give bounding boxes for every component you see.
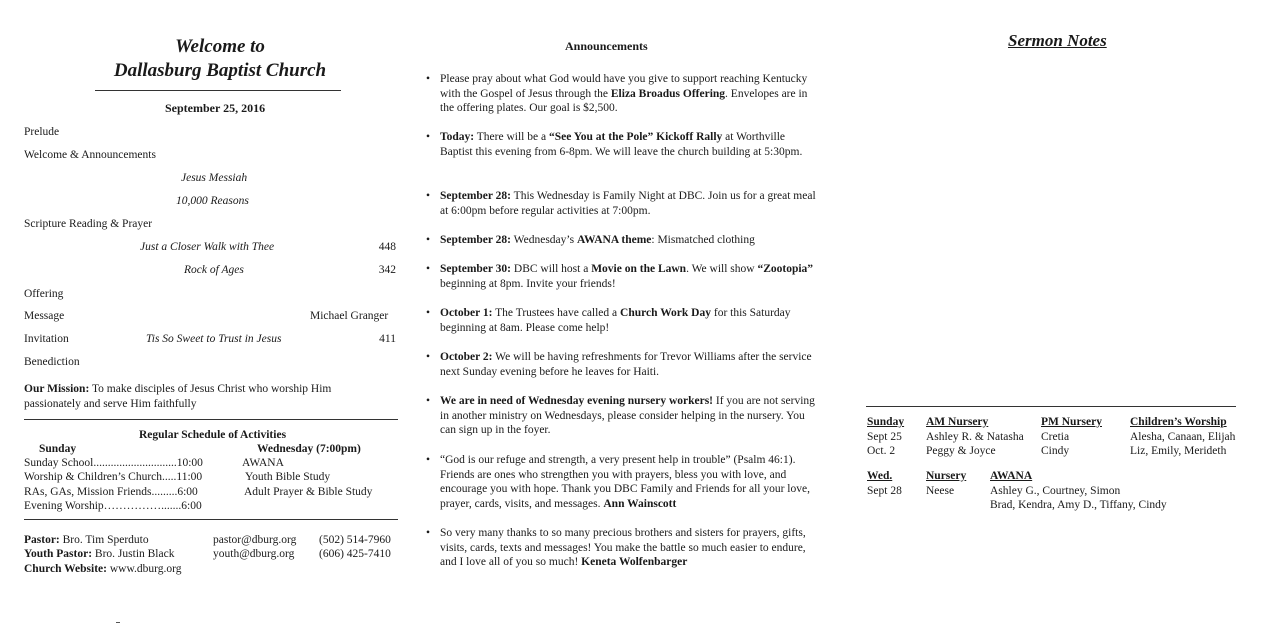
service-date: September 25, 2016 (165, 101, 266, 115)
volunteer-wed-heading: Wed. (867, 470, 893, 482)
schedule-sunday-school: Sunday School.............................10:00 (24, 457, 203, 469)
youth-pastor-label: Youth Pastor: (24, 548, 93, 560)
announcement-bold-text: Church Work Day (620, 307, 711, 319)
announcement-text: There will be a (474, 131, 549, 143)
song-closer-walk: Just a Closer Walk with Thee (140, 241, 275, 253)
volunteer-sunday-heading: Sunday (867, 416, 905, 428)
announcement-text: So very many thanks to so many precious brothers and sisters for prayers, gifts, visits, cards, texts and messages! You make the battle so much easier to endure, and I love all of you so much! (440, 527, 806, 569)
bullet-icon: • (426, 351, 431, 363)
announcement-text: DBC will host a (511, 263, 592, 275)
announcement-text: Wednesday’s (511, 234, 577, 246)
announcement-bold-text: “See You at the Pole” Kickoff Rally (548, 131, 723, 143)
mission-text: To make disciples of Jesus Christ who worship Him passionately and serve Him faithfully (24, 383, 332, 410)
welcome-heading-line1: Welcome to (175, 36, 265, 57)
order-message: Message (24, 310, 65, 322)
website-label: Church Website: (24, 563, 107, 575)
announcement-bold-text: Movie on the Lawn (591, 263, 687, 275)
announcement-item (425, 233, 817, 248)
announcement-text: We will be having refreshments for Trevor Williams after the service next Sunday evening before he leaves for Haiti. (440, 351, 812, 378)
mission-label: Our Mission: (24, 383, 90, 395)
bullet-icon: • (426, 527, 431, 539)
bullet-icon: • (426, 131, 431, 143)
announcement-item (425, 189, 817, 218)
message-speaker: Michael Granger (310, 310, 389, 322)
order-benediction: Benediction (24, 356, 80, 368)
youth-pastor-name: Bro. Justin Black (92, 548, 175, 560)
volunteer-date: Sept 25 (867, 431, 902, 443)
announcement-bold-text: Today: (440, 131, 475, 143)
pm-nursery-workers: Cindy (1041, 445, 1070, 457)
announcements-title: Announcements (565, 39, 648, 53)
childrens-worship-heading: Children’s Worship (1130, 416, 1227, 428)
announcement-bold-text: AWANA theme (576, 234, 652, 246)
announcement-bold-text: Eliza Broadus Offering (610, 87, 726, 100)
pastor-label: Pastor: (24, 534, 60, 546)
announcement-bold-text: October 1: (440, 307, 493, 319)
childrens-worship-workers: Alesha, Canaan, Elijah (1130, 431, 1236, 443)
pm-nursery-workers: Cretia (1041, 431, 1070, 443)
order-invitation: Invitation (24, 333, 69, 345)
announcement-bold-text: September 28: (440, 190, 512, 202)
schedule-adult-prayer: Adult Prayer & Bible Study (244, 486, 373, 498)
pastor-name: Bro. Tim Sperduto (59, 534, 149, 546)
awana-workers-line1: Ashley G., Courtney, Simon (990, 485, 1121, 497)
order-welcome-announcements: Welcome & Announcements (24, 149, 156, 161)
youth-pastor-line (24, 547, 174, 562)
announcement-text: “God is our refuge and strength, a very present help in trouble” (Psalm 46:1). Friends are ones who strengthen you with prayers, bless you with love, and encourage you with hope. Thank you DBC Family and Friends for all your love, prayer, cards, visits, and messages. (440, 454, 810, 511)
am-nursery-workers: Ashley R. & Natasha (926, 431, 1024, 443)
order-offering: Offering (24, 288, 64, 300)
bullet-icon: • (426, 454, 431, 466)
bullet-icon: • (426, 263, 431, 275)
announcement-text: beginning at 8pm. Invite your friends! (440, 277, 616, 290)
announcement-item (425, 526, 817, 570)
website-url[interactable]: www.dburg.org (106, 563, 182, 575)
bullet-icon: • (426, 190, 431, 202)
hymn-number-411: 411 (379, 333, 396, 345)
announcement-item (425, 453, 817, 512)
announcement-item (425, 262, 817, 291)
announcement-item (425, 394, 817, 438)
awana-workers-line2: Brad, Kendra, Amy D., Tiffany, Cindy (990, 499, 1167, 511)
pastor-line (24, 533, 149, 548)
announcement-text: This Wednesday is Family Night at DBC. Join us for a great meal at 6:00pm before regular activities at 7:00pm. (440, 190, 816, 217)
announcement-bold-text: We are in need of Wednesday evening nursery workers! (440, 395, 714, 407)
song-rock-of-ages: Rock of Ages (184, 264, 244, 276)
schedule-youth-bible-study: Youth Bible Study (245, 471, 331, 483)
schedule-title: Regular Schedule of Activities (139, 429, 287, 441)
pastor-phone: (502) 514-7960 (319, 534, 391, 546)
announcement-bold-text: Ann Wainscott (603, 498, 677, 511)
schedule-wednesday-heading: Wednesday (7:00pm) (257, 443, 361, 455)
announcement-text: : Mismatched clothing (651, 234, 755, 246)
scan-mark (116, 622, 120, 623)
mission-statement (24, 382, 384, 412)
announcement-bold-text: October 2: (440, 351, 493, 363)
announcement-item (425, 72, 817, 116)
bullet-icon: • (426, 395, 431, 407)
bullet-icon: • (426, 234, 431, 246)
youth-pastor-phone: (606) 425-7410 (319, 548, 391, 560)
announcement-text: . Envelopes are in the offering plates. Our goal is $2,500. (440, 87, 808, 115)
song-10000-reasons: 10,000 Reasons (176, 195, 249, 207)
heading-divider (95, 90, 341, 91)
volunteer-date: Oct. 2 (867, 445, 896, 457)
am-nursery-workers: Peggy & Joyce (926, 445, 996, 457)
contact-divider (24, 519, 398, 520)
order-scripture-prayer: Scripture Reading & Prayer (24, 218, 153, 230)
announcement-text: for this Saturday beginning at 8am. Please come help! (440, 307, 791, 334)
wed-nursery-heading: Nursery (926, 470, 967, 482)
announcement-text: . We will show (686, 263, 758, 275)
song-jesus-messiah: Jesus Messiah (181, 172, 248, 184)
order-prelude: Prelude (24, 126, 60, 138)
announcement-item (425, 350, 817, 379)
hymn-number-342: 342 (378, 264, 396, 276)
pastor-email[interactable]: pastor@dburg.org (213, 534, 297, 546)
hymn-number-448: 448 (378, 241, 396, 253)
announcement-bold-text: Keneta Wolfenbarger (581, 556, 688, 569)
am-nursery-heading: AM Nursery (926, 416, 989, 428)
pm-nursery-heading: PM Nursery (1041, 416, 1102, 428)
schedule-ras-gas: RAs, GAs, Mission Friends.........6:00 (24, 486, 198, 498)
announcement-bold-text: September 30: (440, 263, 512, 275)
childrens-worship-workers: Liz, Emily, Merideth (1130, 445, 1227, 457)
announcement-text: The Trustees have called a (492, 307, 621, 319)
youth-pastor-email[interactable]: youth@dburg.org (213, 548, 295, 560)
bullet-icon: • (426, 73, 431, 85)
schedule-sunday-heading: Sunday (39, 443, 77, 455)
announcement-item (425, 130, 817, 159)
announcement-text: If you are not serving in another ministry on Wednesdays, please consider helping in the nursery. You can sign up in the foyer. (440, 395, 815, 437)
website-line (24, 562, 182, 577)
sermon-notes-title: Sermon Notes (1008, 31, 1107, 50)
schedule-evening-worship: Evening Worship…………….......6:00 (24, 500, 202, 512)
wed-nursery-worker: Neese (926, 485, 955, 497)
announcement-item (425, 306, 817, 335)
volunteer-divider (866, 406, 1236, 407)
awana-heading: AWANA (990, 470, 1033, 482)
bullet-icon: • (426, 307, 431, 319)
announcement-bold-text: “Zootopia” (757, 263, 814, 275)
announcement-text: at Worthville Baptist this evening from 6-8pm. We will leave the church building at 5:30pm. (440, 131, 803, 158)
wed-date: Sept 28 (867, 485, 902, 497)
announcement-bold-text: September 28: (440, 234, 512, 246)
song-tis-so-sweet: Tis So Sweet to Trust in Jesus (146, 333, 282, 345)
schedule-divider (24, 419, 398, 420)
schedule-worship: Worship & Children’s Church.....11:00 (24, 471, 203, 483)
announcement-text: Please pray about what God would have you give to support reaching Kentucky with the Gospel of Jesus through the (440, 73, 808, 100)
schedule-awana: AWANA (242, 457, 284, 469)
church-name-heading: Dallasburg Baptist Church (113, 60, 327, 81)
